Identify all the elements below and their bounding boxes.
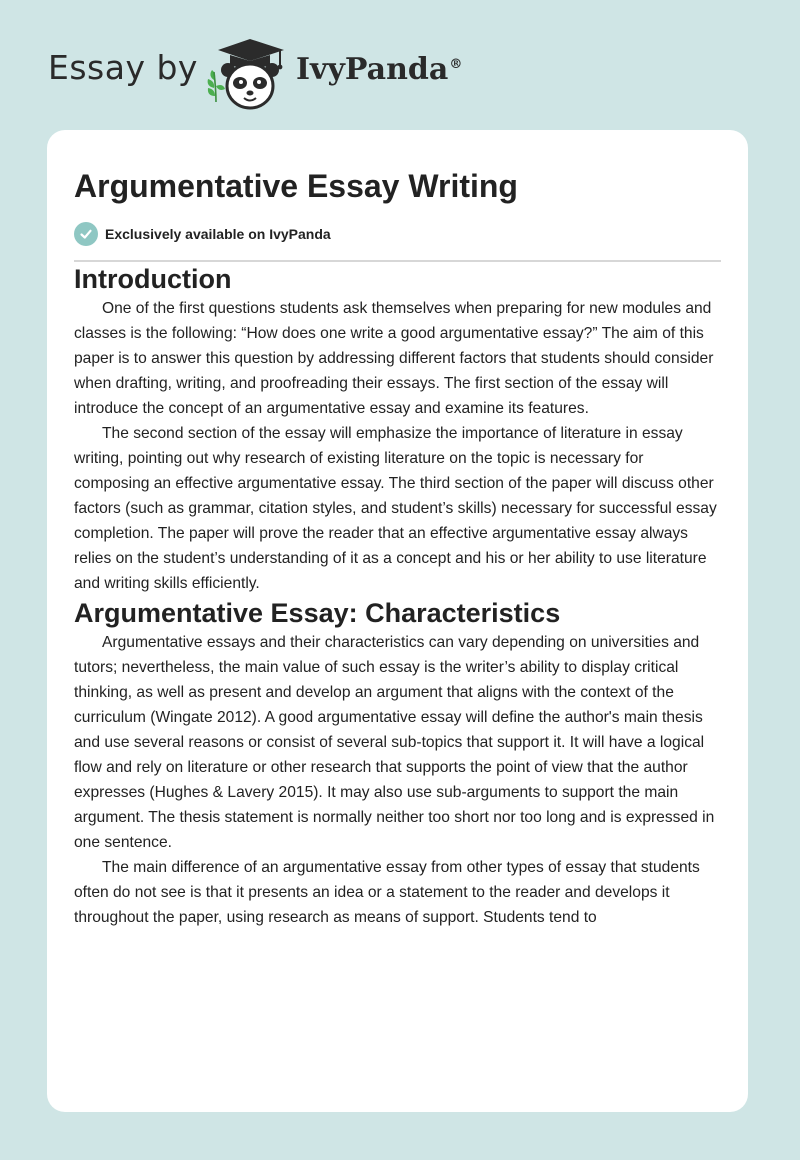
panda-logo-icon <box>200 36 292 112</box>
section-heading-characteristics: Argumentative Essay: Characteristics <box>74 598 561 628</box>
section-heading-introduction: Introduction <box>74 264 232 294</box>
brand-prefix: Essay by <box>48 48 198 87</box>
paragraph: The main difference of an argumentative essay from other types of essay that students often do not see is that it presents an idea or a statement to the reader and develops it throughout the paper, using research as means of support. Students tend to <box>74 859 700 926</box>
paragraph: One of the first questions students ask themselves when preparing for new modules and classes is the following: “How does one write a good argumentative essay?” The aim of this paper is to answer this question by addressing different factors that students should consider when drafting, writing, and proofreading their essays. The first section of the essay will introduce the concept of an argumentative essay and examine its features. <box>74 300 714 417</box>
checkmark-icon <box>74 222 98 246</box>
exclusive-badge <box>74 220 721 248</box>
paragraph: Argumentative essays and their characteristics can vary depending on universities and tutors; nevertheless, the main value of such essay is the writer’s ability to display critical thinking, as well as present and develop an argument that aligns with the context of the curriculum (Wingate 2012). A good argumentative essay will define the author's main thesis and use several reasons or consist of several sub-topics that support it. It will have a logical flow and rely on literature or other research that supports the point of view that the author expresses (Hughes & Lavery 2015). It may also use sub-arguments to support the main argument. The thesis statement is normally neither too short nor too long and is expressed in one sentence. <box>74 634 715 851</box>
paragraph: The second section of the essay will emphasize the importance of literature in essay writing, pointing out why research of existing literature on the topic is necessary for composing an effective argumentative essay. The third section of the paper will discuss other factors (such as grammar, citation styles, and student’s skills) necessary for successful essay completion. The paper will prove the reader that an effective argumentative essay always relies on the student’s understanding of it as a concept and his or her ability to use literature and writing skills efficiently. <box>74 425 717 592</box>
brand-name <box>296 52 462 87</box>
essay-card <box>47 130 748 1112</box>
exclusive-label: Exclusively available on IvyPanda <box>105 226 331 242</box>
site-header <box>0 0 800 130</box>
essay-title: Argumentative Essay Writing <box>74 168 518 204</box>
brand-name-text: IvyPanda <box>296 52 449 87</box>
registered-mark: ® <box>449 57 463 72</box>
